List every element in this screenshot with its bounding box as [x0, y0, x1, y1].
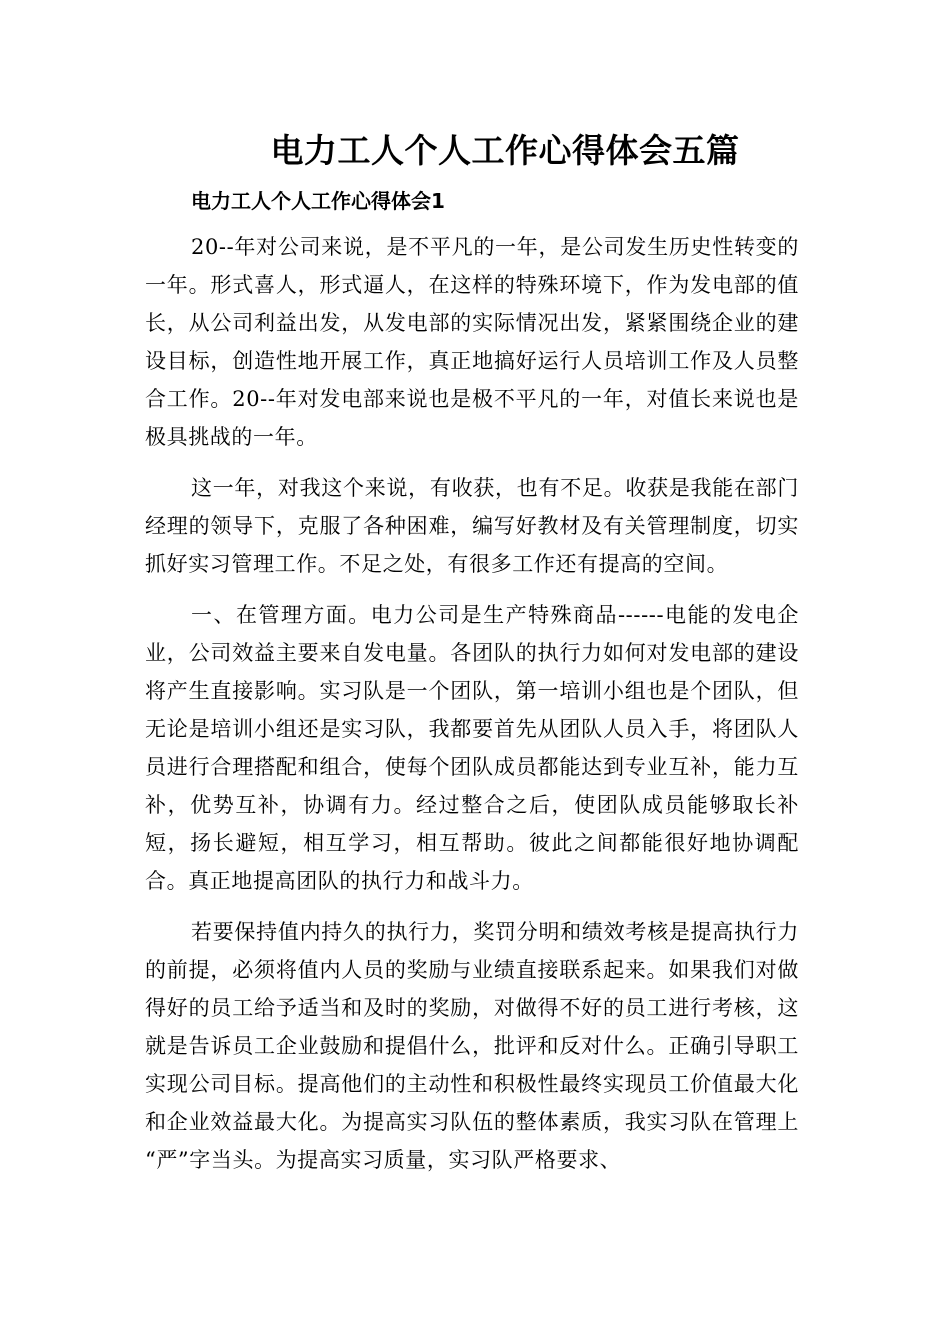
document-title: 电力工人个人工作心得体会五篇: [270, 131, 740, 170]
paragraph-1: 20--年对公司来说，是不平凡的一年，是公司发生历史性转变的一年。形式喜人，形式逼人，在这样的特殊环境下，作为发电部的值长，从公司利益出发，从发电部的实际情况出发，紧紧围绕企业的建设目标，创造性地开展工作，真正地搞好运行人员培训工作及人员整合工作。20--年对发电部来说也是极不平凡的一年，对值长来说也是极具挑战的一年。: [145, 235, 799, 449]
document-body: [145, 228, 799, 1192]
paragraph-4: 若要保持值内持久的执行力，奖罚分明和绩效考核是提高执行力的前提，必须将值内人员的奖励与业绩直接联系起来。如果我们对做得好的员工给予适当和及时的奖励，对做得不好的员工进行考核，这就是告诉员工企业鼓励和提倡什么，批评和反对什么。正确引导职工实现公司目标。提高他们的主动性和积极性最终实现员工价值最大化和企业效益最大化。为提高实习队伍的整体素质，我实习队在管理上 “严”字当头。为提高实习质量，实习队严格要求、: [145, 920, 799, 1172]
section-heading: 电力工人个人工作心得体会1: [191, 189, 445, 213]
paragraph-3: 一、在管理方面。电力公司是生产特殊商品------电能的发电企业，公司效益主要来自发电量。各团队的执行力如何对发电部的建设将产生直接影响。实习队是一个团队，第一培训小组也是个团队，但无论是培训小组还是实习队，我都要首先从团队人员入手，将团队人员进行合理搭配和组合，使每个团队成员都能达到专业互补，能力互补，优势互补，协调有力。经过整合之后，使团队成员能够取长补短，扬长避短，相互学习，相互帮助。彼此之间都能很好地协调配合。真正地提高团队的执行力和战斗力。: [145, 603, 799, 893]
paragraph-2: 这一年，对我这个来说，有收获，也有不足。收获是我能在部门经理的领导下，克服了各种困难，编写好教材及有关管理制度，切实抓好实习管理工作。不足之处，有很多工作还有提高的空间。: [145, 476, 799, 576]
